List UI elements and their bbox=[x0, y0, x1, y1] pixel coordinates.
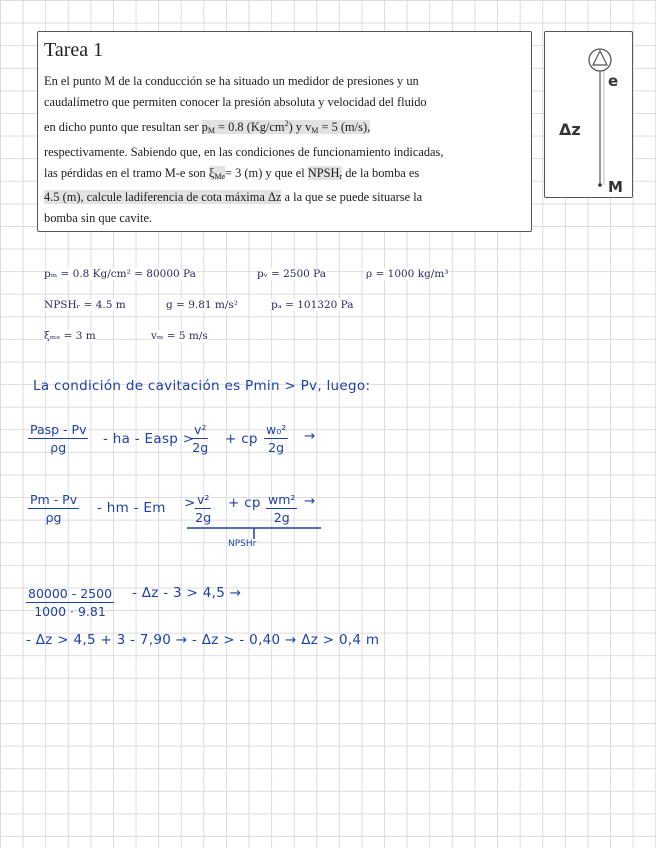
eq3-fraction: $\frac{80000 - 2500}{1000 \cdot 9.81}$ bbox=[28, 586, 113, 619]
eq1-cp: + cp bbox=[225, 431, 258, 447]
given-rho: ρ = 1000 kg/m³ bbox=[366, 268, 449, 280]
label-m: M bbox=[608, 178, 623, 196]
eq2-arrow: → bbox=[304, 493, 316, 509]
npsh-label: NPSHr bbox=[228, 539, 257, 549]
task-title: Tarea 1 bbox=[44, 39, 104, 61]
task-line-4: respectivamente. Sabiendo que, en las condiciones de funcionamiento indicadas, bbox=[44, 144, 444, 159]
task-line-3: en dicho punto que resultan ser $p_M = 0.8$ $(Kg/cm^2)$ y $v_M = 5$ (m/s), bbox=[44, 119, 371, 136]
pump-diagram bbox=[544, 31, 633, 198]
task-line-5: las pérdidas en el tramo M-e son $\xi_{Me}= 3$ (m) y que el $NPSH_r$ de la bomba es bbox=[44, 165, 420, 181]
eq2-cp: + cp bbox=[228, 495, 261, 511]
eq2-mid: - hm - Em bbox=[97, 500, 166, 516]
task-body bbox=[44, 71, 523, 229]
eq1-v-fraction: $\frac{\text{v²}}{2g}$ bbox=[192, 422, 209, 455]
label-dz: Δz bbox=[559, 120, 581, 139]
eq1-w-fraction: $\frac{\text{w₀²}}{2g}$ bbox=[266, 422, 287, 455]
given-pm: pₘ = 0.8 Kg/cm² = 80000 Pa bbox=[44, 268, 196, 280]
given-pa: pₐ = 101320 Pa bbox=[271, 299, 354, 311]
task-line-2: caudalímetro que permiten conocer la presión absoluta y velocidad del fluido bbox=[44, 95, 427, 110]
eq1-arrow: → bbox=[304, 428, 316, 444]
pump-triangle bbox=[593, 51, 607, 65]
cavitation-condition: La condición de cavitación es Pmin > Pv, luego: bbox=[33, 378, 371, 394]
task-line-7: bomba sin que cavite. bbox=[44, 211, 153, 226]
task-line-6: 4.5 (m), calcule ladiferencia de cota máxima Δz a la que se puede situarse la bbox=[44, 190, 423, 205]
eq1-fraction: Pasp - Pv ρg bbox=[30, 422, 87, 455]
given-npsh: NPSHᵣ = 4.5 m bbox=[44, 299, 126, 311]
eq2-fraction: $\frac{Pm - Pv}{\rho g}$ bbox=[30, 492, 78, 525]
eq2-gt: > bbox=[184, 495, 196, 511]
point-m-dot bbox=[598, 183, 602, 187]
label-e: e bbox=[608, 72, 619, 90]
given-pv: pᵥ = 2500 Pa bbox=[257, 268, 327, 280]
given-g: g = 9.81 m/s² bbox=[166, 299, 239, 311]
task-box bbox=[37, 31, 532, 232]
given-vm: vₘ = 5 m/s bbox=[151, 330, 208, 342]
eq3-rest: - Δz - 3 > 4,5 → bbox=[132, 585, 242, 601]
eq2-w-fraction: $\frac{\text{wm²}}{2g}$ bbox=[268, 492, 296, 525]
eq1-mid: - ha - Easp > bbox=[103, 431, 195, 447]
eq4: - Δz > 4,5 + 3 - 7,90 → - Δz > - 0,40 → Δz > 0,4 m bbox=[26, 632, 380, 648]
eq2-v-fraction: $\frac{\text{v²}}{2g}$ bbox=[195, 492, 212, 525]
given-xi: ξₘₑ = 3 m bbox=[44, 330, 96, 342]
pm-highlight: $p_M = 0.8$ $(Kg/cm^2)$ y $v_M = 5$ (m/s), bbox=[201, 119, 371, 136]
task-line-1: En el punto M de la conducción se ha situado un medidor de presiones y un bbox=[44, 74, 419, 88]
